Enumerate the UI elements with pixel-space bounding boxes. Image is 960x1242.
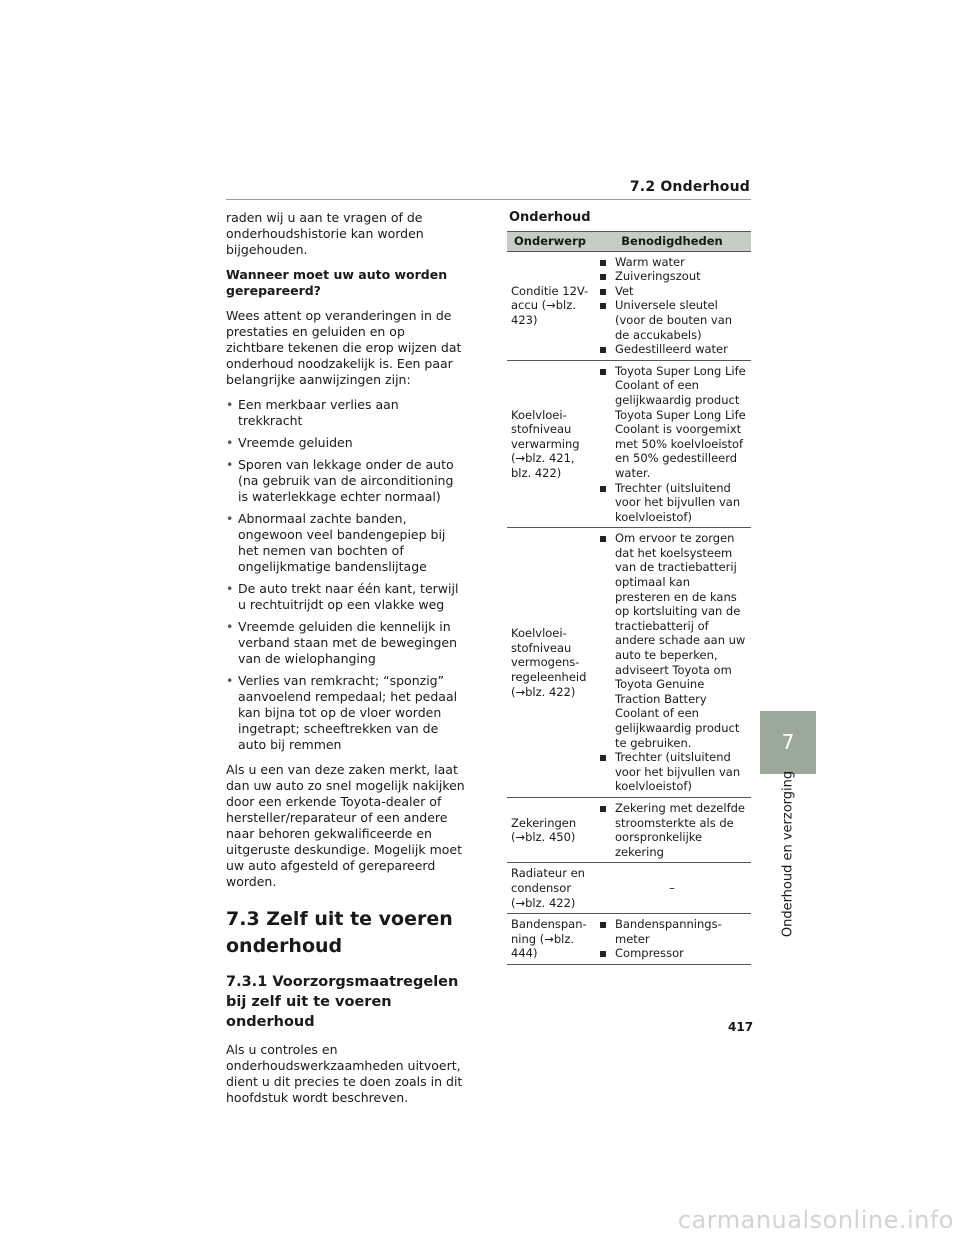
list-item: • Vreemde geluiden die kennelijk in verband staan met de bewegingen van de wielophanging	[226, 619, 466, 667]
table-row	[507, 863, 751, 914]
list-item: Zuiveringszout	[597, 269, 747, 284]
subject-cell: Radiateur en condensor (→blz. 422)	[507, 863, 593, 914]
subject-cell: Koelvloei-stofniveau vermogens-regeleenheid (→blz. 422)	[507, 528, 593, 798]
signs-paragraph: Wees attent op veranderingen in de prestaties en geluiden en op zichtbare tekenen die erop wijzen dat onderhoud noodzakelijk is. Een paar belangrijke aanwijzingen zijn:	[226, 308, 462, 387]
supplies-cell	[593, 528, 751, 798]
page-number: 417	[728, 1020, 754, 1034]
list-item: Toyota Super Long Life Coolant of een gelijkwaardig product Toyota Super Long Life Coolant is voorgemixt met 50% koelvloeistof en 50% gedestilleerd water.	[597, 364, 747, 481]
list-item: Compressor	[597, 946, 747, 961]
list-item: Universele sleutel (voor de bouten van de accukabels)	[597, 298, 747, 342]
supplies-cell	[593, 251, 751, 360]
table-header-row	[507, 232, 751, 252]
signs-list	[226, 397, 466, 753]
subsection-paragraph: Als u controles en onderhoudswerkzaamheden uitvoert, dient u dit precies te doen zoals in dit hoofdstuk wordt beschreven.	[226, 1042, 463, 1105]
supplies-cell	[593, 797, 751, 862]
table-row	[507, 914, 751, 965]
subsection-title: 7.3.1 Voorzorgsmaatregelen bij zelf uit te voeren onderhoud	[226, 974, 459, 1030]
maintenance-table	[507, 231, 751, 965]
list-item: Zekering met dezelfde stroomsterkte als de oorspronkelijke zekering	[597, 801, 747, 859]
list-item: Trechter (uitsluitend voor het bijvullen van koelvloeistof)	[597, 481, 747, 525]
list-item: • Een merkbaar verlies aan trekkracht	[226, 397, 466, 429]
chapter-tab: 7	[760, 711, 816, 774]
supplies-list	[597, 364, 747, 525]
section-title: 7.3 Zelf uit te voeren onderhoud	[226, 908, 453, 957]
list-item: Warm water	[597, 255, 747, 270]
supplies-list	[597, 255, 747, 357]
supplies-cell-empty: –	[593, 863, 751, 914]
right-column	[507, 210, 752, 965]
subject-cell: Bandenspan-ning (→blz. 444)	[507, 914, 593, 965]
list-item: • Abnormaal zachte banden, ongewoon veel bandengepiep bij het nemen van bochten of ongelijkmatige bandenslijtage	[226, 511, 466, 575]
table-row	[507, 797, 751, 862]
column-header-supplies: Benodigdheden	[593, 232, 751, 252]
chapter-label: Onderhoud en verzorging	[780, 770, 796, 938]
supplies-cell	[593, 360, 751, 528]
list-item: Bandenspannings-meter	[597, 917, 747, 946]
column-header-subject: Onderwerp	[507, 232, 593, 252]
list-item: • Vreemde geluiden	[226, 435, 466, 451]
supplies-list	[597, 531, 747, 794]
header-divider	[226, 199, 751, 200]
supplies-cell	[593, 914, 751, 965]
supplies-list	[597, 917, 747, 961]
subject-cell: Koelvloei-stofniveau verwarming (→blz. 421, blz. 422)	[507, 360, 593, 528]
intro-paragraph: raden wij u aan te vragen of de onderhoudshistorie kan worden bijgehouden.	[226, 210, 424, 257]
closing-paragraph: Als u een van deze zaken merkt, laat dan uw auto zo snel mogelijk nakijken door een erkende Toyota-dealer of hersteller/reparateur of een andere naar behoren gekwalificeerde en uitgeruste deskundige. Mogelijk moet uw auto afgesteld of gerepareerd worden.	[226, 762, 465, 889]
table-row	[507, 528, 751, 798]
list-item: Gedestilleerd water	[597, 342, 747, 357]
list-item: Vet	[597, 284, 747, 299]
list-item: Om ervoor te zorgen dat het koelsysteem van de tractiebatterij optimaal kan presteren en de kans op kortsluiting van de tractiebatterij of andere schade aan uw auto te beperken, adviseert Toyota om Toyota Genuine Traction Battery Coolant of een gelijkwaardig product te gebruiken.	[597, 531, 747, 750]
list-item: • De auto trekt naar één kant, terwijl u rechtuitrijdt op een vlakke weg	[226, 581, 466, 613]
section-header: 7.2 Onderhoud	[629, 179, 750, 195]
list-item: • Sporen van lekkage onder de auto (na gebruik van de airconditioning is waterlekkage echter normaal)	[226, 457, 466, 505]
watermark-text: carmanualsonline.info	[677, 1206, 954, 1234]
list-item: Trechter (uitsluitend voor het bijvullen van koelvloeistof)	[597, 750, 747, 794]
table-row	[507, 360, 751, 528]
subject-cell: Zekeringen (→blz. 450)	[507, 797, 593, 862]
question-heading: Wanneer moet uw auto worden gerepareerd?	[226, 267, 448, 298]
supplies-list	[597, 801, 747, 859]
subject-cell: Conditie 12V-accu (→blz. 423)	[507, 251, 593, 360]
table-title: Onderhoud	[509, 210, 591, 225]
list-item: • Verlies van remkracht; “sponzig” aanvoelend rempedaal; het pedaal kan bijna tot op de vloer worden ingetrapt; scheeftrekken van de auto bij remmen	[226, 673, 466, 753]
table-row	[507, 251, 751, 360]
left-column	[226, 210, 466, 1115]
